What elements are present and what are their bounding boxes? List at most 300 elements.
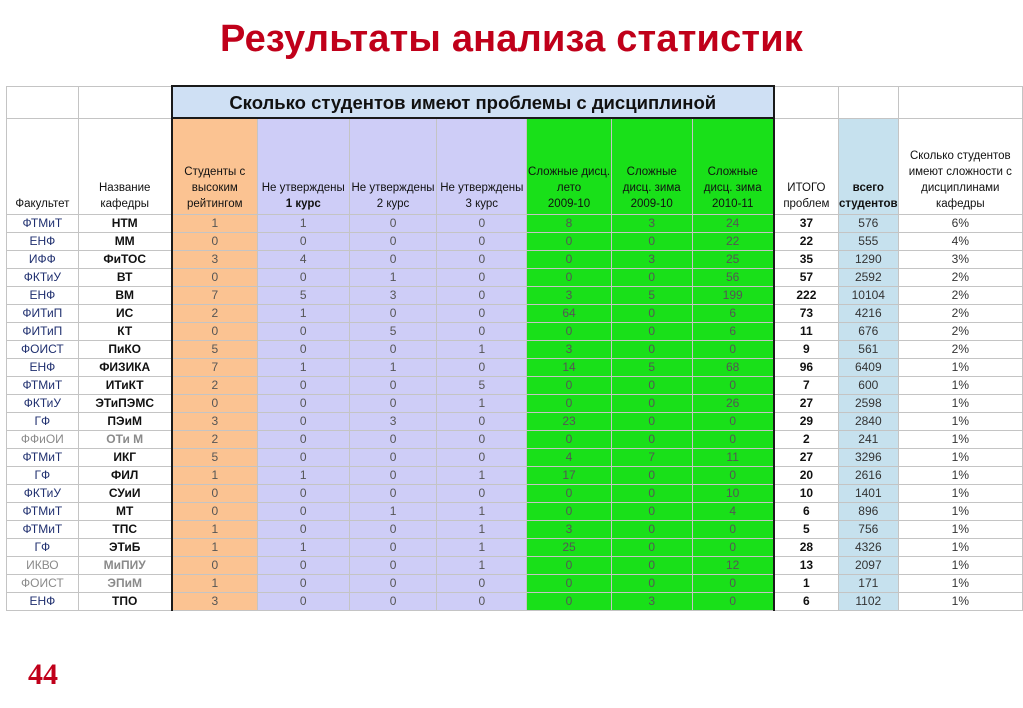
cell-high-rating: 7	[172, 359, 258, 377]
cell-hard-summer: 0	[527, 233, 612, 251]
cell-high-rating: 2	[172, 377, 258, 395]
cell-faculty: ФТМиТ	[7, 521, 79, 539]
header-hard-winter-year: 2009-10	[630, 198, 673, 210]
table-row	[7, 359, 1023, 377]
header-hard-summer	[527, 118, 612, 215]
cell-not-approved-1: 0	[257, 593, 349, 611]
cell-faculty: ГФ	[7, 413, 79, 431]
cell-hard-winter-11: 0	[692, 413, 774, 431]
cell-hard-winter: 5	[611, 287, 692, 305]
cell-not-approved-2: 1	[349, 503, 437, 521]
table-row	[7, 377, 1023, 395]
cell-not-approved-3: 0	[437, 269, 527, 287]
table-row	[7, 395, 1023, 413]
cell-total-problems: 2	[774, 431, 839, 449]
cell-not-approved-3: 0	[437, 251, 527, 269]
cell-hard-winter-11: 12	[692, 557, 774, 575]
cell-not-approved-2: 0	[349, 251, 437, 269]
header-not-approved-3	[437, 118, 527, 215]
cell-not-approved-2: 0	[349, 485, 437, 503]
cell-not-approved-2: 0	[349, 431, 437, 449]
table-row	[7, 323, 1023, 341]
cell-not-approved-2: 0	[349, 539, 437, 557]
cell-not-approved-1: 4	[257, 251, 349, 269]
cell-share: 2%	[898, 341, 1022, 359]
cell-not-approved-1: 1	[257, 305, 349, 323]
table-row	[7, 539, 1023, 557]
cell-hard-winter: 3	[611, 593, 692, 611]
cell-faculty: ФТМиТ	[7, 377, 79, 395]
cell-hard-winter: 0	[611, 395, 692, 413]
cell-share: 4%	[898, 233, 1022, 251]
header-hard-summer-year: 2009-10	[547, 198, 591, 210]
header-hard-winter-11-year: 2010-11	[711, 198, 754, 210]
header-not-approved-1-course: 1 курс	[285, 198, 321, 210]
cell-hard-winter-11: 24	[692, 215, 774, 233]
cell-total-problems: 10	[774, 485, 839, 503]
cell-faculty: ЕНФ	[7, 233, 79, 251]
cell-not-approved-2: 0	[349, 467, 437, 485]
cell-hard-summer: 0	[527, 269, 612, 287]
cell-not-approved-2: 0	[349, 377, 437, 395]
header-hard-winter-11-text: Сложные дисц. зима	[703, 166, 762, 194]
cell-share: 2%	[898, 305, 1022, 323]
cell-department: ЭТиПЭМС	[78, 395, 171, 413]
cell-hard-winter-11: 68	[692, 359, 774, 377]
cell-not-approved-3: 0	[437, 323, 527, 341]
table-row	[7, 431, 1023, 449]
cell-not-approved-1: 0	[257, 395, 349, 413]
cell-hard-winter: 0	[611, 557, 692, 575]
cell-faculty: ФКТиУ	[7, 269, 79, 287]
cell-not-approved-3: 0	[437, 575, 527, 593]
cell-not-approved-3: 0	[437, 413, 527, 431]
cell-department: ММ	[78, 233, 171, 251]
header-high-rating: Студенты с высоким рейтингом	[172, 118, 258, 215]
slide-title: Результаты анализа статистик	[219, 18, 803, 60]
cell-department: ПиКО	[78, 341, 171, 359]
cell-department: ИТиКТ	[78, 377, 171, 395]
header-not-approved-2	[349, 118, 437, 215]
cell-department: ТПС	[78, 521, 171, 539]
header-not-approved-3-text: Не утверждены	[440, 182, 524, 194]
cell-faculty: ЕНФ	[7, 287, 79, 305]
cell-not-approved-3: 0	[437, 449, 527, 467]
cell-high-rating: 1	[172, 467, 258, 485]
cell-high-rating: 5	[172, 341, 258, 359]
header-total-students: всего студентов	[838, 118, 898, 215]
statistics-table-container	[6, 85, 1023, 611]
header-hard-winter	[611, 118, 692, 215]
cell-not-approved-3: 1	[437, 503, 527, 521]
cell-share: 1%	[898, 395, 1022, 413]
cell-total-students: 2598	[838, 395, 898, 413]
cell-hard-winter: 0	[611, 503, 692, 521]
banner-spacer	[7, 86, 79, 118]
cell-hard-winter-11: 0	[692, 341, 774, 359]
cell-hard-summer: 0	[527, 485, 612, 503]
cell-hard-winter: 0	[611, 467, 692, 485]
cell-department: ФиТОС	[78, 251, 171, 269]
cell-share: 1%	[898, 377, 1022, 395]
table-row	[7, 485, 1023, 503]
cell-hard-winter: 0	[611, 377, 692, 395]
cell-not-approved-3: 0	[437, 359, 527, 377]
cell-faculty: ФКТиУ	[7, 395, 79, 413]
cell-department: ТПО	[78, 593, 171, 611]
table-row	[7, 233, 1023, 251]
cell-not-approved-2: 0	[349, 593, 437, 611]
cell-department: ИКГ	[78, 449, 171, 467]
header-not-approved-1	[257, 118, 349, 215]
cell-total-students: 561	[838, 341, 898, 359]
cell-hard-winter-11: 25	[692, 251, 774, 269]
header-not-approved-3-course: 3 курс	[465, 198, 499, 210]
table-row	[7, 575, 1023, 593]
table-row	[7, 269, 1023, 287]
cell-hard-winter-11: 199	[692, 287, 774, 305]
cell-total-students: 896	[838, 503, 898, 521]
cell-high-rating: 1	[172, 521, 258, 539]
cell-faculty: ГФ	[7, 467, 79, 485]
cell-not-approved-2: 0	[349, 233, 437, 251]
cell-high-rating: 3	[172, 413, 258, 431]
cell-not-approved-2: 0	[349, 341, 437, 359]
cell-department: МТ	[78, 503, 171, 521]
cell-total-students: 1290	[838, 251, 898, 269]
cell-not-approved-2: 0	[349, 557, 437, 575]
cell-total-problems: 13	[774, 557, 839, 575]
cell-total-problems: 37	[774, 215, 839, 233]
table-row	[7, 503, 1023, 521]
cell-total-students: 576	[838, 215, 898, 233]
cell-hard-winter: 5	[611, 359, 692, 377]
cell-not-approved-3: 0	[437, 305, 527, 323]
cell-total-students: 1102	[838, 593, 898, 611]
cell-hard-winter: 0	[611, 323, 692, 341]
cell-share: 6%	[898, 215, 1022, 233]
cell-total-students: 241	[838, 431, 898, 449]
cell-not-approved-1: 1	[257, 539, 349, 557]
header-department: Название кафедры	[78, 118, 171, 215]
cell-hard-summer: 0	[527, 431, 612, 449]
cell-high-rating: 1	[172, 539, 258, 557]
header-share: Сколько студентов имеют сложности с дисциплинами кафедры	[898, 118, 1022, 215]
cell-total-problems: 6	[774, 593, 839, 611]
cell-total-problems: 6	[774, 503, 839, 521]
cell-share: 1%	[898, 575, 1022, 593]
table-banner: Сколько студентов имеют проблемы с дисциплиной	[172, 86, 774, 118]
cell-not-approved-3: 1	[437, 539, 527, 557]
cell-not-approved-2: 0	[349, 575, 437, 593]
cell-hard-summer: 0	[527, 377, 612, 395]
cell-hard-summer: 25	[527, 539, 612, 557]
cell-not-approved-2: 0	[349, 449, 437, 467]
cell-total-problems: 28	[774, 539, 839, 557]
cell-hard-winter-11: 6	[692, 323, 774, 341]
cell-high-rating: 0	[172, 557, 258, 575]
cell-hard-winter: 7	[611, 449, 692, 467]
cell-share: 1%	[898, 413, 1022, 431]
banner-row	[7, 86, 1023, 118]
cell-total-students: 756	[838, 521, 898, 539]
cell-not-approved-3: 0	[437, 215, 527, 233]
cell-department: НТМ	[78, 215, 171, 233]
cell-department: ЭПиМ	[78, 575, 171, 593]
cell-share: 1%	[898, 539, 1022, 557]
cell-total-students: 676	[838, 323, 898, 341]
header-hard-winter-text: Сложные дисц. зима	[622, 166, 681, 194]
cell-faculty: ФИТиП	[7, 323, 79, 341]
cell-faculty: ГФ	[7, 539, 79, 557]
table-row	[7, 341, 1023, 359]
cell-not-approved-1: 1	[257, 467, 349, 485]
cell-not-approved-2: 0	[349, 521, 437, 539]
table-row	[7, 215, 1023, 233]
header-row	[7, 118, 1023, 215]
cell-not-approved-1: 0	[257, 341, 349, 359]
cell-hard-winter: 0	[611, 575, 692, 593]
cell-faculty: ФТМиТ	[7, 449, 79, 467]
cell-hard-winter-11: 0	[692, 521, 774, 539]
cell-high-rating: 0	[172, 323, 258, 341]
cell-total-problems: 27	[774, 449, 839, 467]
cell-hard-summer: 8	[527, 215, 612, 233]
cell-hard-summer: 14	[527, 359, 612, 377]
cell-not-approved-1: 0	[257, 521, 349, 539]
cell-high-rating: 3	[172, 593, 258, 611]
table-row	[7, 467, 1023, 485]
cell-department: ВМ	[78, 287, 171, 305]
cell-high-rating: 5	[172, 449, 258, 467]
cell-total-problems: 29	[774, 413, 839, 431]
table-row	[7, 305, 1023, 323]
cell-hard-winter-11: 4	[692, 503, 774, 521]
cell-not-approved-3: 0	[437, 431, 527, 449]
cell-high-rating: 3	[172, 251, 258, 269]
cell-high-rating: 1	[172, 575, 258, 593]
cell-share: 3%	[898, 251, 1022, 269]
cell-hard-winter-11: 6	[692, 305, 774, 323]
cell-not-approved-3: 1	[437, 467, 527, 485]
cell-department: ИС	[78, 305, 171, 323]
banner-spacer	[774, 86, 839, 118]
cell-total-students: 2097	[838, 557, 898, 575]
cell-not-approved-2: 3	[349, 287, 437, 305]
page-number: 44	[28, 658, 58, 691]
cell-share: 1%	[898, 485, 1022, 503]
cell-hard-winter-11: 26	[692, 395, 774, 413]
cell-share: 1%	[898, 431, 1022, 449]
cell-not-approved-3: 0	[437, 287, 527, 305]
cell-total-students: 1401	[838, 485, 898, 503]
cell-hard-winter-11: 0	[692, 377, 774, 395]
cell-not-approved-3: 0	[437, 485, 527, 503]
cell-total-students: 2840	[838, 413, 898, 431]
cell-hard-winter-11: 22	[692, 233, 774, 251]
banner-spacer	[78, 86, 171, 118]
cell-high-rating: 0	[172, 233, 258, 251]
table-row	[7, 557, 1023, 575]
cell-high-rating: 1	[172, 215, 258, 233]
cell-total-students: 10104	[838, 287, 898, 305]
cell-total-problems: 20	[774, 467, 839, 485]
cell-department: ПЭиМ	[78, 413, 171, 431]
cell-total-problems: 57	[774, 269, 839, 287]
cell-hard-summer: 0	[527, 251, 612, 269]
cell-faculty: ИКВО	[7, 557, 79, 575]
cell-total-problems: 35	[774, 251, 839, 269]
cell-hard-winter: 0	[611, 269, 692, 287]
cell-department: ОТи М	[78, 431, 171, 449]
cell-department: СУиИ	[78, 485, 171, 503]
cell-share: 2%	[898, 269, 1022, 287]
cell-hard-winter: 0	[611, 341, 692, 359]
cell-hard-summer: 0	[527, 575, 612, 593]
cell-department: ФИЗИКА	[78, 359, 171, 377]
cell-not-approved-1: 0	[257, 233, 349, 251]
cell-not-approved-1: 0	[257, 449, 349, 467]
header-not-approved-1-text: Не утверждены	[261, 182, 345, 194]
cell-faculty: ЕНФ	[7, 593, 79, 611]
cell-faculty: ФКТиУ	[7, 485, 79, 503]
cell-total-problems: 96	[774, 359, 839, 377]
cell-hard-summer: 0	[527, 323, 612, 341]
cell-not-approved-3: 1	[437, 521, 527, 539]
cell-not-approved-3: 0	[437, 233, 527, 251]
cell-total-problems: 5	[774, 521, 839, 539]
cell-not-approved-1: 0	[257, 377, 349, 395]
header-total-problems: ИТОГО проблем	[774, 118, 839, 215]
cell-hard-summer: 17	[527, 467, 612, 485]
cell-faculty: ФИТиП	[7, 305, 79, 323]
cell-not-approved-1: 5	[257, 287, 349, 305]
cell-hard-winter-11: 0	[692, 575, 774, 593]
cell-not-approved-2: 0	[349, 305, 437, 323]
cell-not-approved-3: 1	[437, 395, 527, 413]
cell-share: 1%	[898, 467, 1022, 485]
cell-hard-summer: 0	[527, 593, 612, 611]
cell-hard-summer: 3	[527, 287, 612, 305]
cell-high-rating: 2	[172, 305, 258, 323]
header-faculty: Факультет	[7, 118, 79, 215]
table-row	[7, 287, 1023, 305]
cell-total-problems: 11	[774, 323, 839, 341]
cell-hard-summer: 3	[527, 341, 612, 359]
cell-not-approved-1: 0	[257, 575, 349, 593]
cell-not-approved-2: 1	[349, 359, 437, 377]
banner-spacer	[898, 86, 1022, 118]
cell-hard-winter: 0	[611, 431, 692, 449]
header-not-approved-2-course: 2 курс	[376, 198, 410, 210]
cell-faculty: ФОИСТ	[7, 341, 79, 359]
cell-hard-winter-11: 11	[692, 449, 774, 467]
cell-total-students: 2616	[838, 467, 898, 485]
cell-department: ЭТиБ	[78, 539, 171, 557]
cell-not-approved-2: 1	[349, 269, 437, 287]
cell-total-students: 555	[838, 233, 898, 251]
cell-share: 1%	[898, 557, 1022, 575]
cell-hard-winter-11: 0	[692, 593, 774, 611]
cell-not-approved-1: 0	[257, 503, 349, 521]
cell-hard-winter-11: 56	[692, 269, 774, 287]
cell-total-students: 171	[838, 575, 898, 593]
cell-high-rating: 0	[172, 485, 258, 503]
cell-department: КТ	[78, 323, 171, 341]
cell-total-students: 2592	[838, 269, 898, 287]
cell-high-rating: 2	[172, 431, 258, 449]
cell-high-rating: 0	[172, 395, 258, 413]
cell-hard-winter-11: 10	[692, 485, 774, 503]
cell-share: 1%	[898, 503, 1022, 521]
cell-hard-winter: 3	[611, 215, 692, 233]
cell-not-approved-1: 1	[257, 359, 349, 377]
cell-total-students: 4216	[838, 305, 898, 323]
cell-hard-summer: 0	[527, 503, 612, 521]
cell-hard-winter: 0	[611, 305, 692, 323]
cell-not-approved-1: 0	[257, 431, 349, 449]
cell-hard-summer: 64	[527, 305, 612, 323]
cell-hard-winter-11: 0	[692, 431, 774, 449]
cell-total-problems: 1	[774, 575, 839, 593]
cell-hard-summer: 0	[527, 557, 612, 575]
cell-hard-winter-11: 0	[692, 467, 774, 485]
cell-high-rating: 7	[172, 287, 258, 305]
header-not-approved-2-text: Не утверждены	[351, 182, 435, 194]
cell-department: ФИЛ	[78, 467, 171, 485]
table-row	[7, 593, 1023, 611]
cell-share: 1%	[898, 359, 1022, 377]
cell-faculty: ИФФ	[7, 251, 79, 269]
cell-faculty: ФТМиТ	[7, 503, 79, 521]
cell-faculty: ФТМиТ	[7, 215, 79, 233]
cell-not-approved-2: 0	[349, 395, 437, 413]
cell-not-approved-3: 1	[437, 341, 527, 359]
cell-share: 2%	[898, 323, 1022, 341]
cell-hard-winter: 0	[611, 413, 692, 431]
cell-hard-winter: 0	[611, 485, 692, 503]
cell-not-approved-1: 0	[257, 485, 349, 503]
cell-not-approved-3: 1	[437, 557, 527, 575]
cell-total-students: 3296	[838, 449, 898, 467]
cell-not-approved-2: 3	[349, 413, 437, 431]
cell-total-problems: 9	[774, 341, 839, 359]
cell-total-students: 4326	[838, 539, 898, 557]
cell-hard-winter: 0	[611, 521, 692, 539]
cell-total-problems: 27	[774, 395, 839, 413]
cell-faculty: ФФиОИ	[7, 431, 79, 449]
table-row	[7, 449, 1023, 467]
cell-total-students: 600	[838, 377, 898, 395]
statistics-table	[6, 85, 1023, 611]
cell-total-problems: 22	[774, 233, 839, 251]
header-hard-summer-text: Сложные дисц. лето	[528, 166, 611, 194]
banner-spacer	[838, 86, 898, 118]
cell-hard-winter: 0	[611, 233, 692, 251]
table-row	[7, 521, 1023, 539]
cell-not-approved-1: 0	[257, 269, 349, 287]
cell-department: ВТ	[78, 269, 171, 287]
cell-hard-summer: 4	[527, 449, 612, 467]
cell-hard-winter: 3	[611, 251, 692, 269]
cell-total-problems: 73	[774, 305, 839, 323]
cell-high-rating: 0	[172, 503, 258, 521]
cell-hard-winter-11: 0	[692, 539, 774, 557]
cell-not-approved-3: 5	[437, 377, 527, 395]
cell-not-approved-1: 0	[257, 557, 349, 575]
cell-not-approved-1: 0	[257, 413, 349, 431]
cell-share: 1%	[898, 521, 1022, 539]
